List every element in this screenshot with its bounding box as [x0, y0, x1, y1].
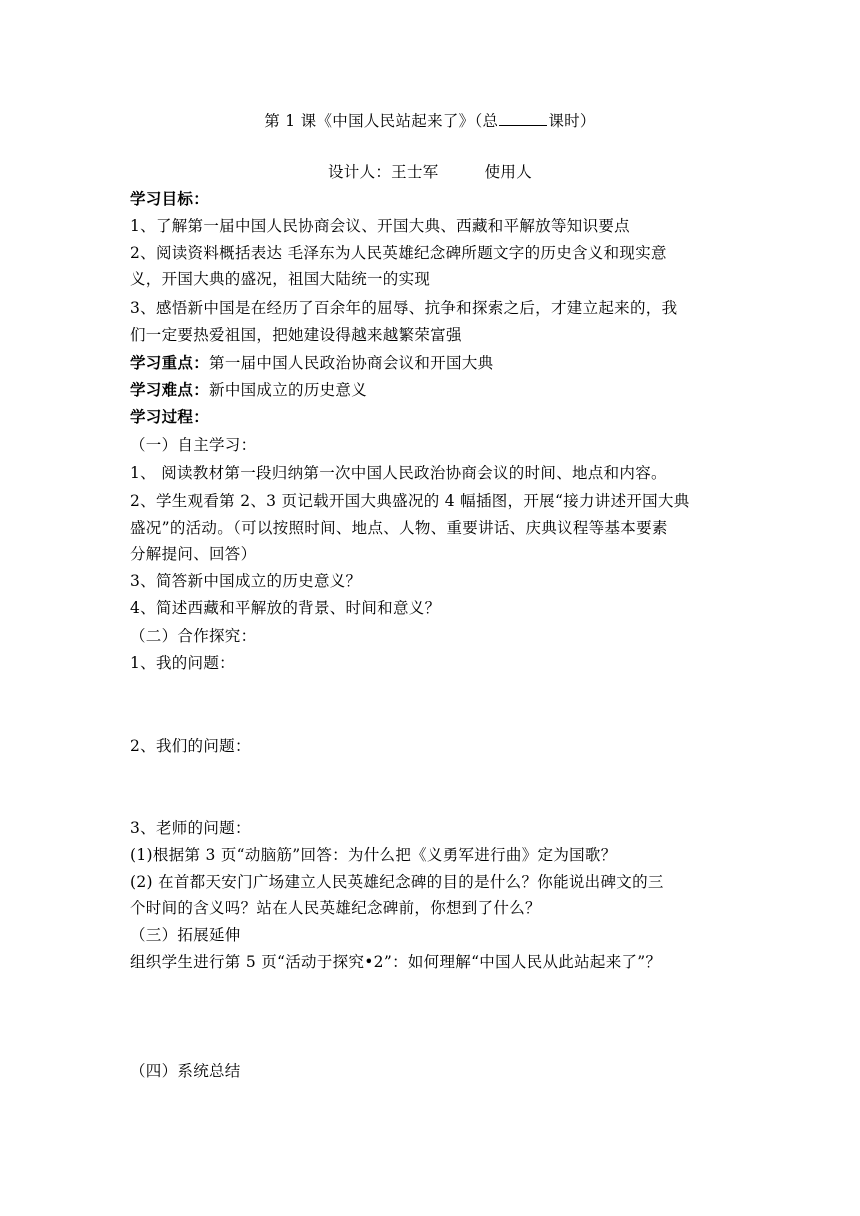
- designer: 设计人：王士军: [327, 163, 439, 181]
- goal-item-2-line-2: 义，开国大典的盛况，祖国大陆统一的实现: [130, 270, 431, 288]
- self-study-heading: （一）自主学习：: [130, 436, 257, 454]
- self-study-item-1: 1、 阅读教材第一段归纳第一次中国人民政治协商会议的时间、地点和内容。: [130, 464, 667, 482]
- difficulty-text: 新中国成立的历史意义: [209, 381, 368, 399]
- summary-heading: （四）系统总结: [130, 1062, 241, 1080]
- title-suffix: 课时）: [548, 112, 596, 130]
- self-study-item-3: 3、简答新中国成立的历史意义？: [130, 572, 362, 590]
- focus-line: [130, 350, 730, 376]
- difficulty-line: [130, 377, 730, 403]
- lesson-title: [0, 107, 860, 134]
- title-prefix: 第 1 课《中国人民站起来了》（总: [264, 112, 499, 130]
- goal-item-3-line-2: 们一定要热爱祖国，把她建设得越来越繁荣富强: [130, 326, 462, 344]
- extension-heading: （三）拓展延伸: [130, 926, 241, 944]
- teacher-question-2-line-1: (2) 在首都天安门广场建立人民英雄纪念碑的目的是什么？你能说出碑文的三: [130, 873, 664, 891]
- goal-item-3-line-1: 3、感悟新中国是在经历了百余年的屈辱、抗争和探索之后，才建立起来的，我: [130, 299, 678, 317]
- period-blank: [499, 107, 547, 126]
- focus-label: 学习重点：: [130, 353, 210, 372]
- self-study-item-4: 4、简述西藏和平解放的背景、时间和意义？: [130, 599, 441, 617]
- goals-heading: 学习目标：: [130, 189, 210, 208]
- user: 使用人: [484, 163, 532, 181]
- teacher-question-1: (1)根据第 3 页“动脑筋”回答：为什么把《义勇军进行曲》定为国歌？: [130, 846, 617, 864]
- extension-text: 组织学生进行第 5 页“活动于探究•2”：如何理解“中国人民从此站起来了”？: [130, 953, 662, 971]
- difficulty-label: 学习难点：: [130, 380, 210, 399]
- self-study-item-2-line-3: 分解提问、回答）: [130, 545, 257, 563]
- self-study-item-2-line-2: 盛况”的活动。（可以按照时间、地点、人物、重要讲话、庆典议程等基本要素: [130, 519, 668, 537]
- process-heading: 学习过程：: [130, 407, 210, 426]
- teacher-question-2-line-2: 个时间的含义吗？站在人民英雄纪念碑前，你想到了什么？: [130, 899, 541, 917]
- teacher-question: 3、老师的问题：: [130, 819, 251, 837]
- goal-item-1: 1、了解第一届中国人民协商会议、开国大典、西藏和平解放等知识要点: [130, 217, 630, 235]
- cooperation-heading: （二）合作探究：: [130, 627, 257, 645]
- our-question: 2、我们的问题：: [130, 737, 251, 755]
- focus-text: 第一届中国人民政治协商会议和开国大典: [209, 354, 494, 372]
- designer-line: [0, 159, 860, 185]
- goal-item-2-line-1: 2、阅读资料概括表达 毛泽东为人民英雄纪念碑所题文字的历史含义和现实意: [130, 244, 667, 262]
- self-study-item-2-line-1: 2、学生观看第 2、3 页记载开国大典盛况的 4 幅插图，开展“接力讲述开国大典: [130, 492, 690, 510]
- my-question: 1、我的问题：: [130, 654, 235, 672]
